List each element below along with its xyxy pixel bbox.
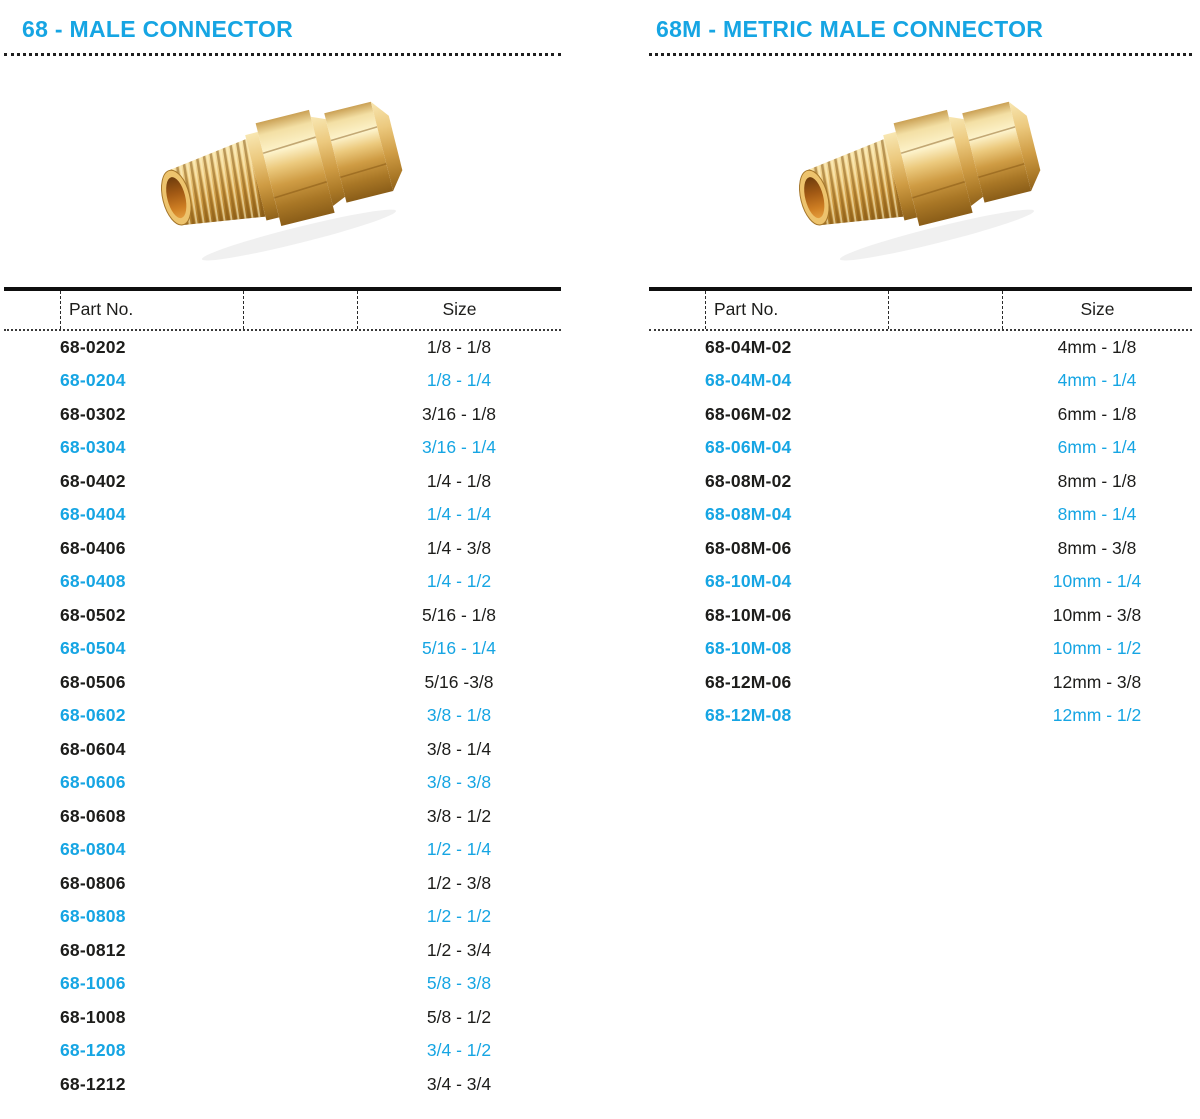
- size-cell: 3/8 - 1/8: [426, 705, 492, 726]
- size-cell: 3/16 - 1/8: [422, 403, 496, 424]
- table-row: [4, 766, 561, 800]
- header-part-no: Part No.: [60, 291, 243, 329]
- part-no-cell: 68-1008: [60, 1006, 126, 1027]
- part-no-cell: 68-0506: [60, 671, 126, 692]
- size-cell: 1/4 - 1/2: [426, 571, 492, 592]
- size-cell: 5/16 - 1/4: [422, 638, 496, 659]
- table-row: [4, 967, 561, 1001]
- part-no-cell: 68-12M-08: [705, 705, 792, 726]
- part-no-cell: 68-0404: [60, 504, 126, 525]
- size-cell: 3/4 - 3/4: [426, 1073, 492, 1094]
- size-cell: 10mm - 1/4: [1052, 571, 1142, 592]
- section-title: 68 - MALE CONNECTOR: [22, 16, 294, 42]
- size-cell: 12mm - 3/8: [1052, 671, 1142, 692]
- table-row: [649, 666, 1192, 700]
- size-cell: 1/2 - 3/4: [426, 939, 492, 960]
- part-no-cell: 68-06M-02: [705, 403, 792, 424]
- table-row: [649, 699, 1192, 733]
- size-cell: 1/8 - 1/8: [426, 336, 492, 357]
- table-header: [4, 287, 561, 331]
- header-size: Size: [1002, 291, 1192, 329]
- size-cell: 6mm - 1/4: [1057, 437, 1137, 458]
- product-photo: [649, 56, 1192, 287]
- part-no-cell: 68-0602: [60, 705, 126, 726]
- table-body: [649, 331, 1192, 733]
- part-no-cell: 68-1208: [60, 1040, 126, 1061]
- part-no-cell: 68-0402: [60, 470, 126, 491]
- size-cell: 1/8 - 1/4: [426, 370, 492, 391]
- part-no-cell: 68-0812: [60, 939, 126, 960]
- size-cell: 8mm - 3/8: [1057, 537, 1137, 558]
- part-no-cell: 68-04M-02: [705, 336, 792, 357]
- table-row: [4, 498, 561, 532]
- table-row: [649, 632, 1192, 666]
- table-header: [649, 287, 1192, 331]
- size-cell: 3/8 - 1/2: [426, 805, 492, 826]
- header-part-no: Part No.: [705, 291, 888, 329]
- size-cell: 10mm - 1/2: [1052, 638, 1142, 659]
- part-no-cell: 68-0804: [60, 839, 126, 860]
- table-row: [4, 632, 561, 666]
- section-title: 68M - METRIC MALE CONNECTOR: [656, 16, 1044, 42]
- size-cell: 3/8 - 3/8: [426, 772, 492, 793]
- table-row: [4, 532, 561, 566]
- table-row: [4, 666, 561, 700]
- table-row: [649, 532, 1192, 566]
- table-row: [4, 1001, 561, 1035]
- part-no-cell: 68-0504: [60, 638, 126, 659]
- table-body: [4, 331, 561, 1102]
- part-no-cell: 68-0202: [60, 336, 126, 357]
- brass-connector-image: [795, 73, 1047, 269]
- part-no-cell: 68-10M-06: [705, 604, 792, 625]
- table-row: [4, 1034, 561, 1068]
- header-size: Size: [357, 291, 561, 329]
- header-spacer: [649, 291, 705, 329]
- table-row: [649, 599, 1192, 633]
- table-row: [4, 833, 561, 867]
- table-row: [649, 498, 1192, 532]
- part-no-cell: 68-0808: [60, 906, 126, 927]
- part-no-cell: 68-0608: [60, 805, 126, 826]
- part-no-cell: 68-0304: [60, 437, 126, 458]
- part-no-cell: 68-0502: [60, 604, 126, 625]
- size-cell: 5/8 - 3/8: [426, 973, 492, 994]
- table-row: [4, 900, 561, 934]
- size-cell: 3/4 - 1/2: [426, 1040, 492, 1061]
- part-no-cell: 68-10M-04: [705, 571, 792, 592]
- size-cell: 10mm - 3/8: [1052, 604, 1142, 625]
- part-no-cell: 68-0408: [60, 571, 126, 592]
- part-no-cell: 68-12M-06: [705, 671, 792, 692]
- size-cell: 5/8 - 1/2: [426, 1006, 492, 1027]
- size-cell: 4mm - 1/4: [1057, 370, 1137, 391]
- part-no-cell: 68-10M-08: [705, 638, 792, 659]
- table-row: [4, 599, 561, 633]
- table-row: [4, 934, 561, 968]
- table-row: [4, 565, 561, 599]
- size-cell: 1/2 - 1/4: [426, 839, 492, 860]
- size-cell: 6mm - 1/8: [1057, 403, 1137, 424]
- part-no-cell: 68-0604: [60, 738, 126, 759]
- table-row: [649, 431, 1192, 465]
- size-cell: 8mm - 1/4: [1057, 504, 1137, 525]
- product-photo: [4, 56, 561, 287]
- part-no-cell: 68-0606: [60, 772, 126, 793]
- size-cell: 8mm - 1/8: [1057, 470, 1137, 491]
- size-cell: 1/4 - 1/4: [426, 504, 492, 525]
- table-row: [4, 1068, 561, 1102]
- table-row: [649, 364, 1192, 398]
- table-row: [649, 331, 1192, 365]
- part-no-cell: 68-08M-06: [705, 537, 792, 558]
- size-cell: 1/2 - 3/8: [426, 872, 492, 893]
- table-row: [4, 431, 561, 465]
- section-male-connector: [4, 0, 561, 1119]
- part-no-cell: 68-08M-02: [705, 470, 792, 491]
- parts-table: [4, 287, 561, 1102]
- part-no-cell: 68-0204: [60, 370, 126, 391]
- part-no-cell: 68-06M-04: [705, 437, 792, 458]
- table-row: [649, 465, 1192, 499]
- table-row: [649, 398, 1192, 432]
- part-no-cell: 68-08M-04: [705, 504, 792, 525]
- table-row: [4, 364, 561, 398]
- size-cell: 4mm - 1/8: [1057, 336, 1137, 357]
- table-row: [649, 565, 1192, 599]
- size-cell: 5/16 - 1/8: [422, 604, 496, 625]
- part-no-cell: 68-1006: [60, 973, 126, 994]
- section-metric-male-connector: [649, 0, 1192, 1119]
- part-no-cell: 68-04M-04: [705, 370, 792, 391]
- header-empty: [888, 291, 1002, 329]
- size-cell: 1/4 - 1/8: [426, 470, 492, 491]
- table-row: [4, 398, 561, 432]
- size-cell: 5/16 -3/8: [424, 671, 494, 692]
- part-no-cell: 68-0302: [60, 403, 126, 424]
- size-cell: 1/2 - 1/2: [426, 906, 492, 927]
- size-cell: 12mm - 1/2: [1052, 705, 1142, 726]
- parts-table: [649, 287, 1192, 733]
- table-row: [4, 800, 561, 834]
- size-cell: 3/16 - 1/4: [422, 437, 496, 458]
- brass-connector-image: [157, 73, 409, 269]
- table-row: [4, 331, 561, 365]
- header-spacer: [4, 291, 60, 329]
- header-empty: [243, 291, 357, 329]
- table-row: [4, 699, 561, 733]
- part-no-cell: 68-0406: [60, 537, 126, 558]
- part-no-cell: 68-0806: [60, 872, 126, 893]
- table-row: [4, 465, 561, 499]
- size-cell: 3/8 - 1/4: [426, 738, 492, 759]
- size-cell: 1/4 - 3/8: [426, 537, 492, 558]
- part-no-cell: 68-1212: [60, 1073, 126, 1094]
- table-row: [4, 867, 561, 901]
- table-row: [4, 733, 561, 767]
